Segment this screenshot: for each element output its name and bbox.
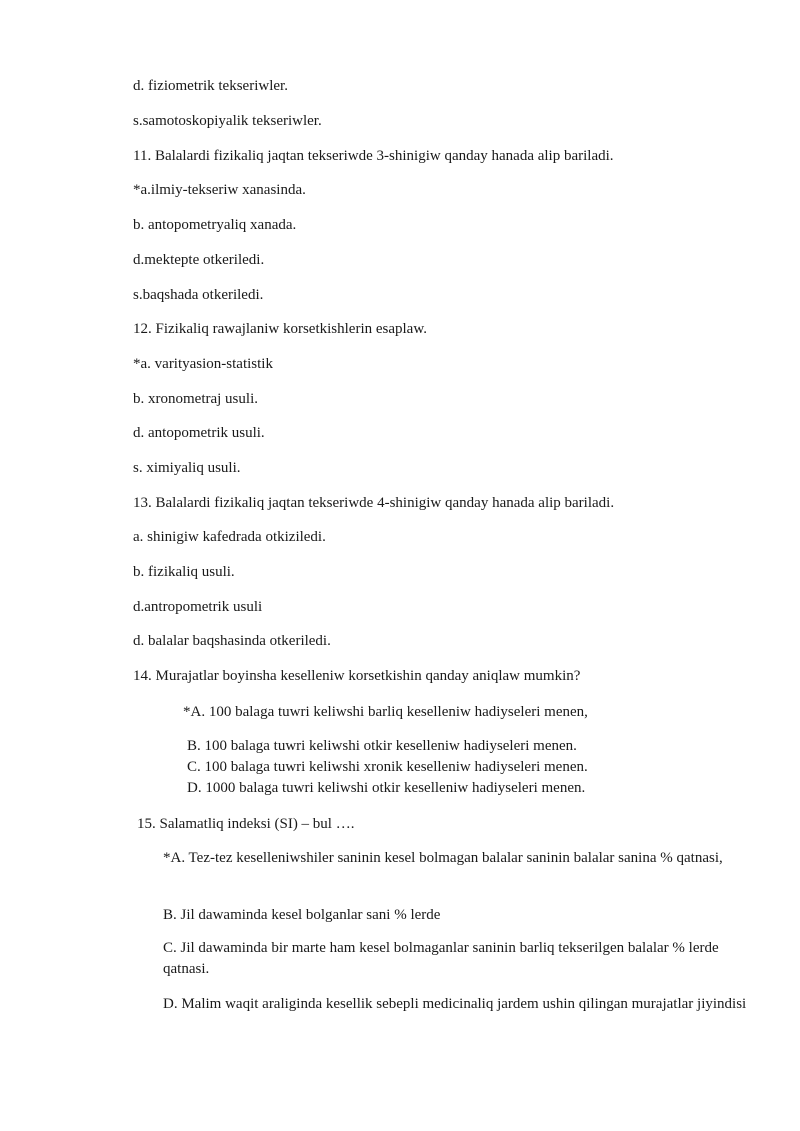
- answer-option: d. fiziometrik tekseriwler.: [133, 78, 288, 94]
- question-15: 15. Salamatliq indeksi (SI) – bul ….: [137, 816, 355, 832]
- answer-option: d. antopometrik usuli.: [133, 425, 265, 441]
- answer-option: C. 100 balaga tuwri keliwshi xronik keselleniw hadiyseleri menen.: [187, 759, 588, 775]
- answer-option: b. fizikaliq usuli.: [133, 564, 235, 580]
- answer-option: s.samotoskopiyalik tekseriwler.: [133, 113, 322, 129]
- answer-option: s.baqshada otkeriledi.: [133, 287, 264, 303]
- answer-option: a. shinigiw kafedrada otkiziledi.: [133, 529, 326, 545]
- answer-option: C. Jil dawaminda bir marte ham kesel bolmaganlar saninin barliq tekserilgen balalar % lerde qatnasi.: [163, 940, 719, 977]
- answer-option: B. 100 balaga tuwri keliwshi otkir keselleniw hadiyseleri menen.: [187, 738, 577, 754]
- answer-option: *a.ilmiy-tekseriw xanasinda.: [133, 182, 306, 198]
- question-14: 14. Murajatlar boyinsha keselleniw korsetkishin qanday aniqlaw mumkin?: [133, 668, 581, 684]
- answer-option: D. Malim waqit araliginda kesellik sebepli medicinaliq jardem ushin qilingan murajatlar jiyindisi: [163, 996, 747, 1012]
- question-11: 11. Balalardi fizikaliq jaqtan tekseriwde 3-shinigiw qanday hanada alip bariladi.: [133, 148, 614, 164]
- answer-option: b. xronometraj usuli.: [133, 391, 258, 407]
- answer-option: *a. varityasion-statistik: [133, 356, 273, 372]
- answer-option: *A. 100 balaga tuwri keliwshi barliq keselleniw hadiyseleri menen,: [183, 704, 588, 720]
- answer-option: *A. Tez-tez keselleniwshiler saninin kesel bolmagan balalar saninin balalar sanina % qatnasi,: [163, 850, 723, 866]
- answer-option: d.antropometrik usuli: [133, 599, 263, 615]
- answer-option: B. Jil dawaminda kesel bolganlar sani % lerde: [163, 907, 441, 923]
- answer-option: s. ximiyaliq usuli.: [133, 460, 241, 476]
- answer-option: d.mektepte otkeriledi.: [133, 252, 265, 268]
- question-13: 13. Balalardi fizikaliq jaqtan tekseriwde 4-shinigiw qanday hanada alip bariladi.: [133, 495, 615, 511]
- answer-option: b. antopometryaliq xanada.: [133, 217, 297, 233]
- answer-option: D. 1000 balaga tuwri keliwshi otkir keselleniw hadiyseleri menen.: [187, 780, 586, 796]
- answer-option: d. balalar baqshasinda otkeriledi.: [133, 633, 331, 649]
- question-12: 12. Fizikaliq rawajlaniw korsetkishlerin esaplaw.: [133, 321, 427, 337]
